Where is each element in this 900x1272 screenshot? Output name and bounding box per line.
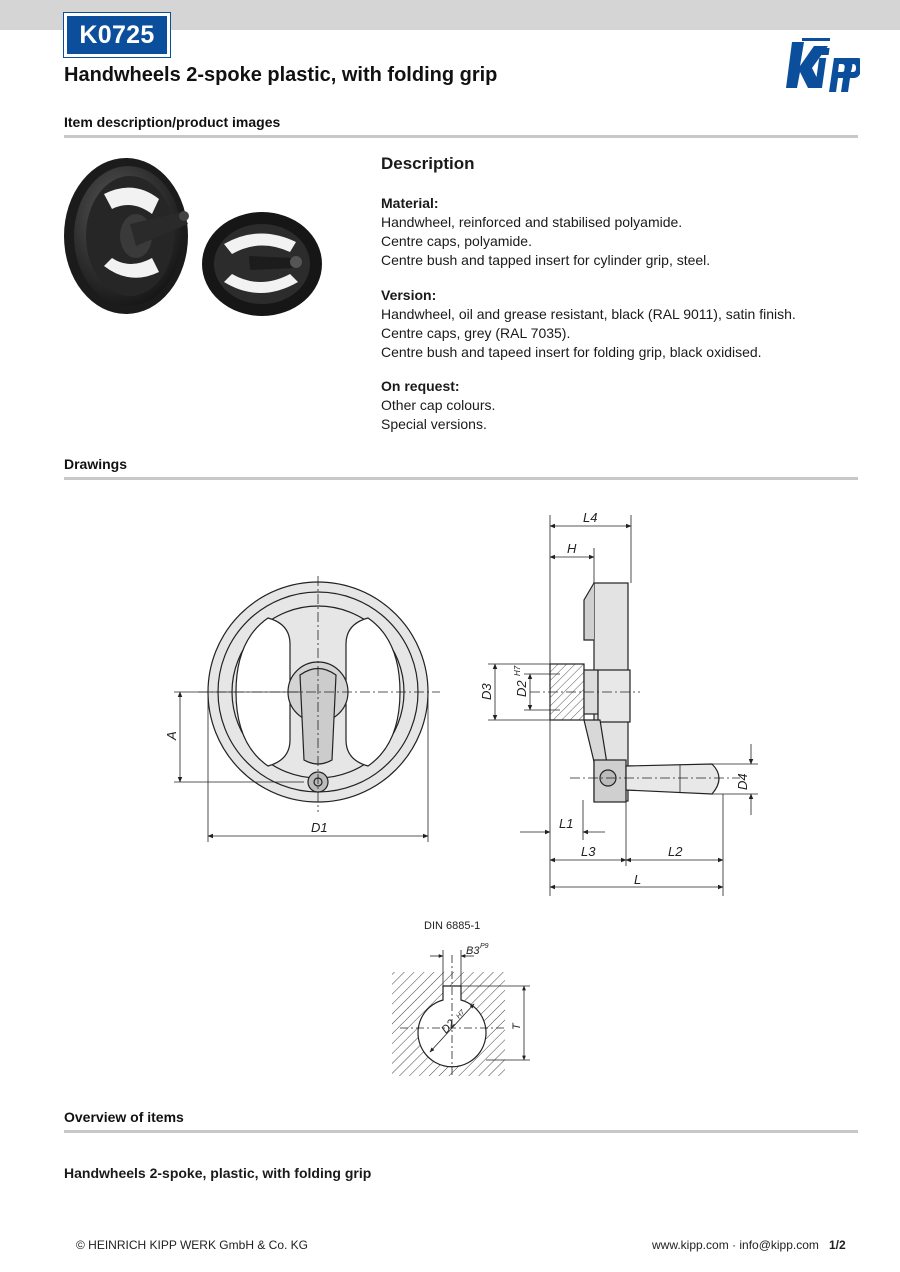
material-label: Material: bbox=[381, 195, 439, 211]
dim-label-din-d2: D2 bbox=[439, 1017, 458, 1037]
technical-drawing bbox=[160, 505, 780, 900]
version-label: Version: bbox=[381, 287, 437, 303]
dim-label-l1: L1 bbox=[559, 816, 574, 831]
kipp-logo bbox=[784, 38, 860, 92]
material-line: Centre bush and tapped insert for cylinder grip, steel. bbox=[381, 252, 711, 268]
section-rule bbox=[64, 477, 858, 480]
product-photo bbox=[64, 154, 324, 324]
dim-label-l4: L4 bbox=[583, 510, 598, 525]
page-title: Handwheels 2-spoke plastic, with folding grip bbox=[64, 64, 498, 86]
dim-label-d1: D1 bbox=[311, 820, 328, 835]
product-code-badge: K0725 bbox=[64, 13, 170, 57]
dim-label-b3-tolerance: P9 bbox=[480, 943, 489, 950]
dim-label-d2-tolerance: H7 bbox=[513, 665, 522, 676]
dim-label-l2: L2 bbox=[668, 844, 683, 859]
description-heading: Description bbox=[381, 154, 475, 173]
dim-label-b3: B3 bbox=[466, 945, 480, 957]
section-heading-item-description: Item description/product images bbox=[64, 114, 281, 130]
on-request-line: Special versions. bbox=[381, 416, 487, 432]
dim-label-d2: D2 bbox=[514, 680, 529, 697]
dim-label-l: L bbox=[634, 872, 642, 887]
version-block bbox=[381, 286, 796, 362]
material-line: Centre caps, polyamide. bbox=[381, 233, 532, 249]
on-request-label: On request: bbox=[381, 378, 460, 394]
on-request-line: Other cap colours. bbox=[381, 397, 496, 413]
din-standard-label: DIN 6885-1 bbox=[424, 920, 481, 932]
dim-label-l3: L3 bbox=[581, 844, 596, 859]
dim-label-din-d2-tolerance: H7 bbox=[455, 1009, 467, 1021]
material-line: Handwheel, reinforced and stabilised polyamide. bbox=[381, 214, 683, 230]
keyway-detail-drawing bbox=[384, 910, 534, 1082]
version-line: Centre caps, grey (RAL 7035). bbox=[381, 325, 571, 341]
version-line: Handwheel, oil and grease resistant, black (RAL 9011), satin finish. bbox=[381, 306, 796, 322]
material-block bbox=[381, 194, 710, 270]
section-rule bbox=[64, 1130, 858, 1133]
overview-item-link[interactable]: Handwheels 2-spoke, plastic, with folding grip bbox=[64, 1165, 372, 1181]
section-heading-overview: Overview of items bbox=[64, 1109, 184, 1125]
dim-label-a: A bbox=[164, 731, 179, 740]
footer-page-number: 1/2 bbox=[829, 1238, 846, 1252]
dim-label-h: H bbox=[567, 541, 577, 556]
footer-copyright: © HEINRICH KIPP WERK GmbH & Co. KG bbox=[76, 1238, 308, 1252]
section-heading-drawings: Drawings bbox=[64, 456, 128, 472]
version-line: Centre bush and tapeed insert for folding grip, black oxidised. bbox=[381, 344, 762, 360]
section-rule bbox=[64, 135, 858, 138]
on-request-block bbox=[381, 377, 495, 434]
dim-label-t: T bbox=[511, 1023, 523, 1030]
dim-label-d3: D3 bbox=[479, 683, 494, 700]
footer-contact[interactable]: www.kipp.com · info@kipp.com bbox=[652, 1238, 819, 1252]
dim-label-d4: D4 bbox=[735, 773, 750, 790]
